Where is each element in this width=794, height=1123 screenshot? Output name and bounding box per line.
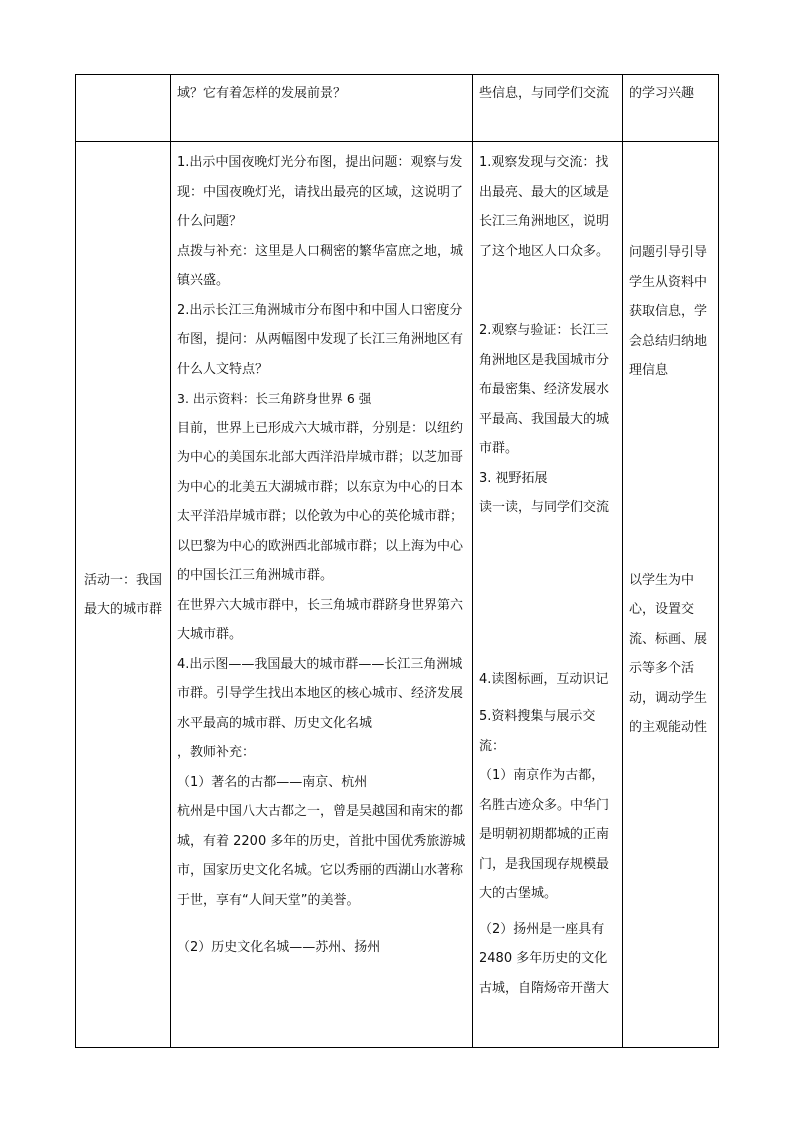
student-paragraph: 读一读，与同学们交流 [479, 500, 610, 515]
student-text: 些信息，与同学们交流 [479, 86, 610, 101]
teacher-paragraph: （1）著名的古都——南京、杭州 [177, 774, 368, 790]
intent-paragraph: 以学生为中心，设置交流、标画、展示等多个活动，调动学生的主观能动性 [629, 572, 708, 735]
activity-cell [76, 75, 171, 142]
teacher-paragraph: 3. 出示资料：长三角跻身世界 6 强 [177, 391, 372, 406]
teacher-paragraph: 1.出示中国夜晚灯光分布图，提出问题：观察与发现：中国夜晚灯光，请找出最亮的区域，这说明了什么问题？ [177, 155, 464, 229]
student-paragraph: 5.资料搜集与展示交流： [479, 709, 596, 754]
teacher-paragraph: 目前，世界上已形成六大城市群，分别是：以纽约为中心的美国东北部大西洋沿岸城市群；以芝加哥为中心的北美五大湖城市群；以东京为中心的日本太平洋沿岸城市群；以伦敦为中心的英伦城市群；以巴黎为中心的欧洲西北部城市群；以上海为中心的中国长江三角洲城市群。 [177, 420, 464, 583]
teacher-paragraph: （2）历史文化名城——苏州、扬州 [177, 940, 381, 955]
teacher-activity-cell [171, 142, 473, 1048]
teacher-paragraph: 在世界六大城市群中，长三角城市群跻身世界第六大城市群。 [177, 597, 464, 642]
activity-title: 活动一：我国最大的城市群 [83, 572, 162, 617]
activity-cell [76, 142, 171, 1048]
teacher-paragraph: ，教师补充： [177, 745, 256, 760]
table-row [76, 142, 719, 1048]
student-paragraph: 3. 视野拓展 [479, 470, 548, 486]
teacher-paragraph: 2.出示长江三角洲城市分布图中和中国人口密度分布图，提问：从两幅图中发现了长江三角洲地区有什么人文特点？ [177, 302, 464, 377]
teacher-paragraph: 点拨与补充：这里是人口稠密的繁华富庶之地，城镇兴盛。 [177, 243, 464, 288]
table-row [76, 75, 719, 142]
student-paragraph: 1.观察发现与交流：找出最亮、最大的区域是长江三角洲地区，说明了这个地区人口众多。 [479, 155, 610, 259]
design-intent-cell [623, 75, 719, 142]
student-activity-cell [473, 75, 623, 142]
design-intent-cell [623, 142, 719, 1048]
student-paragraph: （1）南京作为古都，名胜古迹众多。中华门是明朝初期都城的正南门，是我国现存规模最大的古堡城。 [479, 768, 610, 901]
student-paragraph: 2.观察与验证：长江三角洲地区是我国城市分布最密集、经济发展水平最高、我国最大的城市群。 [479, 323, 610, 456]
teacher-paragraph: 杭州是中国八大古都之一，曾是吴越国和南宋的都城，有着 2200 多年的历史，首批中国优秀旅游城市，国家历史文化名城。它以秀丽的西湖山水著称于世，享有“人间天堂”的美誉。 [177, 804, 466, 908]
intent-paragraph: 问题引导引导学生从资料中获取信息，学会总结归纳地理信息 [629, 245, 708, 378]
teacher-paragraph: 4.出示图——我国最大的城市群——长江三角洲城市群。引导学生找出本地区的核心城市、经济发展水平最高的城市群、历史文化名城 [177, 656, 464, 731]
lesson-plan-table [75, 74, 719, 1048]
student-paragraph: 4.读图标画，互动识记 [479, 671, 609, 687]
intent-text: 的学习兴趣 [629, 86, 695, 101]
teacher-text: 域？它有着怎样的发展前景？ [177, 86, 347, 101]
teacher-activity-cell [171, 75, 473, 142]
student-activity-cell [473, 142, 623, 1048]
student-paragraph: （2）扬州是一座具有 2480 多年历史的文化古城，自隋炀帝开凿大 [479, 921, 610, 996]
